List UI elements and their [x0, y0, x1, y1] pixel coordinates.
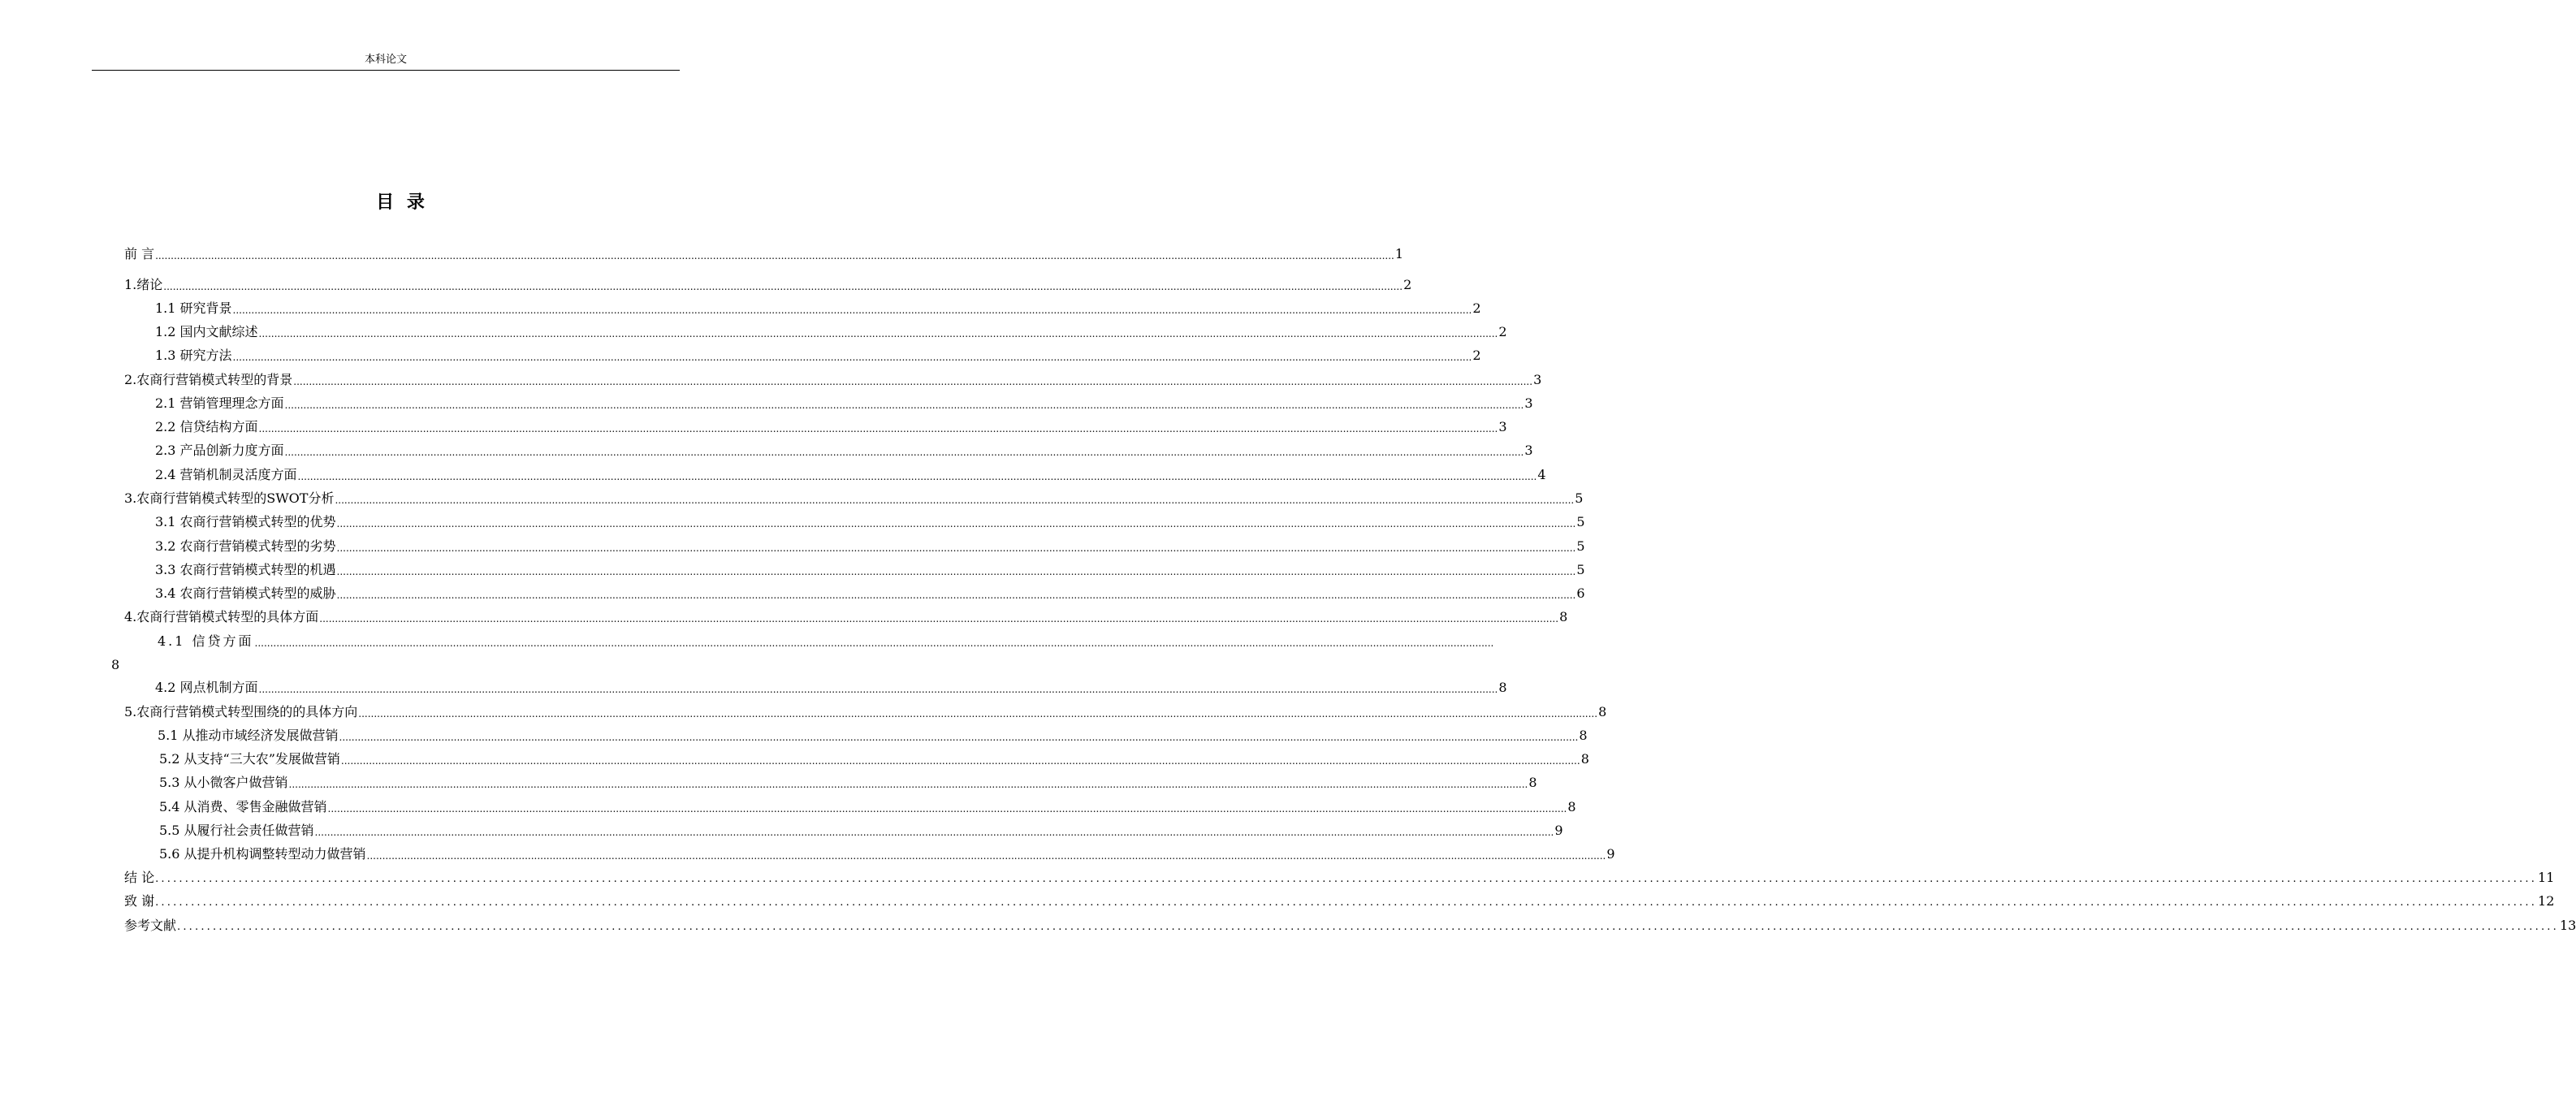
toc-entry-page: 8: [1598, 704, 1607, 719]
toc-entry-label: 5.5 从履行社会责任做营销: [159, 823, 314, 838]
toc-leader: ................................................................................................................................................................................................................................................................................................................................................................................................................: [155, 250, 1394, 261]
toc-entry-label: 5.3 从小微客户做营销: [159, 775, 288, 790]
toc-leader: ................................................................................................................................................................................................................................................................................................................................................................................................................: [232, 305, 1472, 316]
toc-entry-label: 1.3 研究方法: [155, 348, 232, 363]
toc-entry-label: 4.农商行营销模式转型的具体方面: [124, 609, 319, 624]
toc-entry-page: 11: [2538, 870, 2555, 885]
toc-leader: ................................................................................................................................................................................................................................................................................................................................................................................................................: [155, 873, 2538, 885]
toc-leader: ................................................................................................................................................................................................................................................................................................................................................................................................................: [284, 447, 1524, 458]
toc-leader: ................................................................................................................................................................................................................................................................................................................................................................................................................: [336, 590, 1576, 601]
toc-entry[interactable]: [155, 323, 1507, 341]
toc-entry[interactable]: [159, 798, 1576, 816]
toc-entry-page: 8: [1580, 751, 1589, 767]
toc-leader: ................................................................................................................................................................................................................................................................................................................................................................................................................: [293, 376, 1533, 387]
toc-leader: ................................................................................................................................................................................................................................................................................................................................................................................................................: [336, 542, 1576, 554]
toc-entry[interactable]: [124, 276, 1412, 294]
toc-leader: ................................................................................................................................................................................................................................................................................................................................................................................................................: [163, 281, 1403, 292]
toc-entry-page: 8: [1528, 775, 1537, 790]
toc-entry[interactable]: [124, 917, 2576, 935]
toc-leader: ................................................................................................................................................................................................................................................................................................................................................................................................................: [358, 708, 1598, 719]
toc-entry-label: 5.6 从提升机构调整转型动力做营销: [159, 846, 366, 862]
toc-leader: ................................................................................................................................................................................................................................................................................................................................................................................................................: [336, 518, 1576, 529]
toc-entry-label: 3.3 农商行营销模式转型的机遇: [155, 562, 336, 577]
toc-entry-page: 3: [1524, 395, 1533, 411]
toc-entry[interactable]: [124, 490, 1584, 508]
toc-leader: ................................................................................................................................................................................................................................................................................................................................................................................................................: [366, 850, 1606, 862]
toc-entry[interactable]: [155, 442, 1533, 460]
toc-entry-page: 8: [111, 657, 120, 672]
toc-entry-page: 4: [1537, 467, 1546, 482]
toc-leader: ................................................................................................................................................................................................................................................................................................................................................................................................................: [258, 423, 1498, 434]
toc-entry[interactable]: [158, 633, 1494, 650]
toc-entry[interactable]: [159, 750, 1589, 768]
toc-entry-page: 9: [1554, 823, 1563, 838]
toc-entry[interactable]: [155, 395, 1533, 413]
toc-entry-page: 9: [1606, 846, 1615, 862]
toc-entry-label: 2.农商行营销模式转型的背景: [124, 372, 293, 387]
toc-leader: ................................................................................................................................................................................................................................................................................................................................................................................................................: [297, 471, 1537, 482]
toc-entry[interactable]: [124, 608, 1568, 626]
toc-leader: ................................................................................................................................................................................................................................................................................................................................................................................................................: [339, 732, 1579, 743]
toc-entry-page: 8: [1559, 609, 1568, 624]
toc-entry[interactable]: [159, 822, 1563, 840]
toc-leader: ................................................................................................................................................................................................................................................................................................................................................................................................................: [177, 921, 2559, 933]
toc-entry-label: 5.农商行营销模式转型围绕的的具体方向: [124, 704, 358, 719]
toc-entry-label: 2.2 信贷结构方面: [155, 419, 258, 434]
toc-entry-label: 3.2 农商行营销模式转型的劣势: [155, 538, 336, 554]
toc-entry-label: 致 谢: [124, 893, 155, 909]
toc-leader: ................................................................................................................................................................................................................................................................................................................................................................................................................: [314, 827, 1554, 838]
toc-leader: ................................................................................................................................................................................................................................................................................................................................................................................................................: [288, 779, 1528, 790]
toc-leader: ................................................................................................................................................................................................................................................................................................................................................................................................................: [327, 803, 1567, 814]
page-header: 本科论文: [364, 54, 407, 66]
toc-entry-page: 5: [1576, 514, 1585, 529]
toc-leader: ................................................................................................................................................................................................................................................................................................................................................................................................................: [284, 400, 1524, 411]
toc-entry[interactable]: [124, 245, 1404, 263]
toc-entry-page: 8: [1498, 680, 1507, 695]
toc-entry-page: 2: [1403, 277, 1412, 292]
toc-entry-label: 前 言: [124, 246, 155, 261]
toc-entry-page: 2: [1498, 324, 1507, 339]
toc-entry-page: 5: [1576, 562, 1585, 577]
toc-entry-label: 5.2 从支持“三大农”发展做营销: [159, 751, 340, 767]
toc-leader: ................................................................................................................................................................................................................................................................................................................................................................................................................: [258, 328, 1498, 339]
toc-entry[interactable]: [155, 347, 1481, 365]
toc-leader: ................................................................................................................................................................................................................................................................................................................................................................................................................: [319, 613, 1559, 624]
toc-entry-label: 3.4 农商行营销模式转型的威胁: [155, 585, 336, 601]
toc-entry[interactable]: [124, 703, 1607, 721]
toc-entry-page: 8: [1567, 799, 1576, 814]
toc-entry[interactable]: [124, 869, 2555, 887]
toc-entry-page: 1: [1394, 246, 1404, 261]
toc-entry[interactable]: [155, 418, 1507, 436]
toc-entry-page: 8: [1579, 728, 1588, 743]
toc-leader: ................................................................................................................................................................................................................................................................................................................................................................................................................: [340, 755, 1580, 767]
toc-entry-label: 2.1 营销管理理念方面: [155, 395, 284, 411]
toc-entry-page: 2: [1472, 300, 1481, 316]
toc-entry[interactable]: [155, 679, 1507, 697]
toc-entry-page: 2: [1472, 348, 1481, 363]
toc-entry-label: 参考文献: [124, 918, 177, 933]
toc-entry-label: 1.1 研究背景: [155, 300, 232, 316]
toc-leader: ................................................................................................................................................................................................................................................................................................................................................................................................................: [254, 637, 1494, 649]
toc-entry-page: 5: [1575, 490, 1584, 506]
toc-entry[interactable]: [159, 774, 1537, 792]
toc-entry-page: 3: [1498, 419, 1507, 434]
toc-entry[interactable]: [155, 561, 1585, 579]
toc-leader: ................................................................................................................................................................................................................................................................................................................................................................................................................: [155, 896, 2538, 909]
toc-entry-page: 12: [2538, 893, 2555, 909]
toc-title: 目 录: [376, 192, 428, 213]
toc-entry[interactable]: [155, 466, 1546, 484]
header-divider: [92, 70, 680, 71]
toc-entry[interactable]: [158, 727, 1588, 745]
toc-entry-label: 1.绪论: [124, 277, 163, 292]
toc-entry-label: 2.3 产品创新力度方面: [155, 443, 284, 458]
toc-entry[interactable]: [155, 538, 1585, 555]
toc-entry[interactable]: [155, 585, 1585, 603]
toc-entry-label: 3.1 农商行营销模式转型的优势: [155, 514, 336, 529]
toc-entry[interactable]: [124, 892, 2555, 910]
toc-leader: ................................................................................................................................................................................................................................................................................................................................................................................................................: [232, 352, 1472, 363]
toc-entry[interactable]: [155, 300, 1481, 318]
toc-entry-page: 6: [1576, 585, 1585, 601]
toc-entry[interactable]: [159, 845, 1615, 863]
toc-entry-label: 4.1 信贷方面: [158, 633, 254, 649]
toc-leader: ................................................................................................................................................................................................................................................................................................................................................................................................................: [335, 495, 1575, 506]
toc-entry[interactable]: [155, 513, 1585, 531]
toc-entry-label: 2.4 营销机制灵活度方面: [155, 467, 297, 482]
toc-entry-page: 3: [1533, 372, 1542, 387]
toc-leader: ................................................................................................................................................................................................................................................................................................................................................................................................................: [258, 684, 1498, 695]
toc-entry-page: 5: [1576, 538, 1585, 554]
toc-entry-page: 3: [1524, 443, 1533, 458]
toc-entry-label: 5.1 从推动市域经济发展做营销: [158, 728, 339, 743]
toc-entry-label: 结 论: [124, 870, 155, 885]
toc-entry-page: 13: [2559, 918, 2576, 933]
toc-entry-label: 5.4 从消费、零售金融做营销: [159, 799, 327, 814]
toc-entry[interactable]: [124, 371, 1542, 389]
toc-leader: ................................................................................................................................................................................................................................................................................................................................................................................................................: [336, 566, 1576, 577]
toc-entry-label: 1.2 国内文献综述: [155, 324, 258, 339]
toc-entry-label: 3.农商行营销模式转型的SWOT分析: [124, 490, 335, 506]
toc-entry-label: 4.2 网点机制方面: [155, 680, 258, 695]
